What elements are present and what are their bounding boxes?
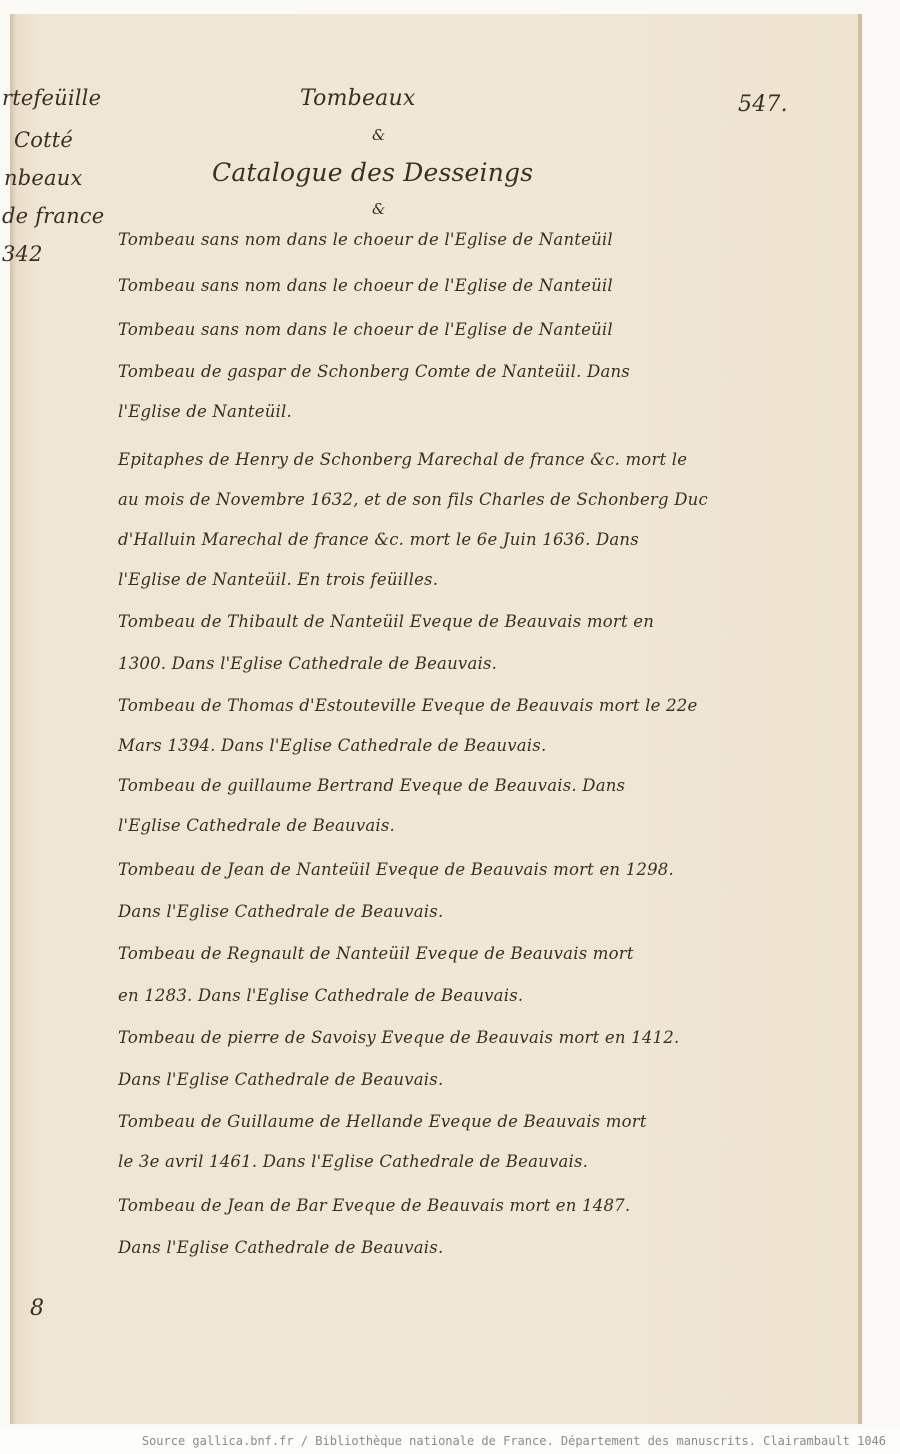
- entry-line: Tombeau de Jean de Nanteüil Eveque de Beauvais mort en 1298.: [118, 860, 674, 879]
- footer-number: 8: [30, 1296, 45, 1321]
- entry-line: Tombeau sans nom dans le choeur de l'Eglise de Nanteüil: [118, 276, 613, 295]
- entry-line: Tombeau de gaspar de Schonberg Comte de Nanteüil. Dans: [118, 362, 630, 381]
- entry-line: Tombeau sans nom dans le choeur de l'Eglise de Nanteüil: [118, 320, 613, 339]
- ampersand-mark: &: [372, 200, 386, 218]
- margin-note-line: nbeaux: [4, 166, 83, 190]
- entry-line: en 1283. Dans l'Eglise Cathedrale de Beauvais.: [118, 986, 524, 1005]
- entry-line: Dans l'Eglise Cathedrale de Beauvais.: [118, 902, 444, 921]
- entry-line: le 3e avril 1461. Dans l'Eglise Cathedrale de Beauvais.: [118, 1152, 589, 1171]
- entry-line: l'Eglise Cathedrale de Beauvais.: [118, 816, 395, 835]
- margin-note-line: rtefeüille: [2, 86, 102, 110]
- margin-note-line: Cotté: [14, 128, 74, 152]
- entry-line: Dans l'Eglise Cathedrale de Beauvais.: [118, 1070, 444, 1089]
- entry-line: au mois de Novembre 1632, et de son fils Charles de Schonberg Duc: [118, 490, 708, 509]
- margin-note-line: de france: [2, 204, 105, 228]
- entry-line: 1300. Dans l'Eglise Cathedrale de Beauvais.: [118, 654, 498, 673]
- entry-line: Dans l'Eglise Cathedrale de Beauvais.: [118, 1238, 444, 1257]
- entry-line: Tombeau sans nom dans le choeur de l'Eglise de Nanteüil: [118, 230, 613, 249]
- entry-line: l'Eglise de Nanteüil.: [118, 402, 292, 421]
- page-title: Tombeaux: [300, 86, 416, 111]
- entry-line: Tombeau de Regnault de Nanteüil Eveque de Beauvais mort: [118, 944, 634, 963]
- entry-line: Tombeau de Jean de Bar Eveque de Beauvais mort en 1487.: [118, 1196, 631, 1215]
- entry-line: Tombeau de Thomas d'Estouteville Eveque de Beauvais mort le 22e: [118, 696, 698, 715]
- page-edge: [858, 14, 862, 1424]
- ampersand-mark: &: [372, 126, 386, 144]
- entry-line: Tombeau de Guillaume de Hellande Eveque de Beauvais mort: [118, 1112, 647, 1131]
- catalogue-title: Catalogue des Desseings: [212, 158, 534, 187]
- entry-line: Mars 1394. Dans l'Eglise Cathedrale de Beauvais.: [118, 736, 547, 755]
- entry-line: d'Halluin Marechal de france &c. mort le 6e Juin 1636. Dans: [118, 530, 639, 549]
- entry-line: Tombeau de Thibault de Nanteüil Eveque de Beauvais mort en: [118, 612, 655, 631]
- source-credit: Source gallica.bnf.fr / Bibliothèque nationale de France. Département des manuscrits. Clairambault 1046: [0, 1428, 900, 1454]
- folio-number: 547.: [738, 92, 788, 117]
- entry-line: l'Eglise de Nanteüil. En trois feüilles.: [118, 570, 439, 589]
- margin-note-line: 342: [2, 242, 43, 266]
- entry-line: Tombeau de guillaume Bertrand Eveque de Beauvais. Dans: [118, 776, 626, 795]
- entry-line: Tombeau de pierre de Savoisy Eveque de Beauvais mort en 1412.: [118, 1028, 680, 1047]
- entry-line: Epitaphes de Henry de Schonberg Marechal de france &c. mort le: [118, 450, 688, 469]
